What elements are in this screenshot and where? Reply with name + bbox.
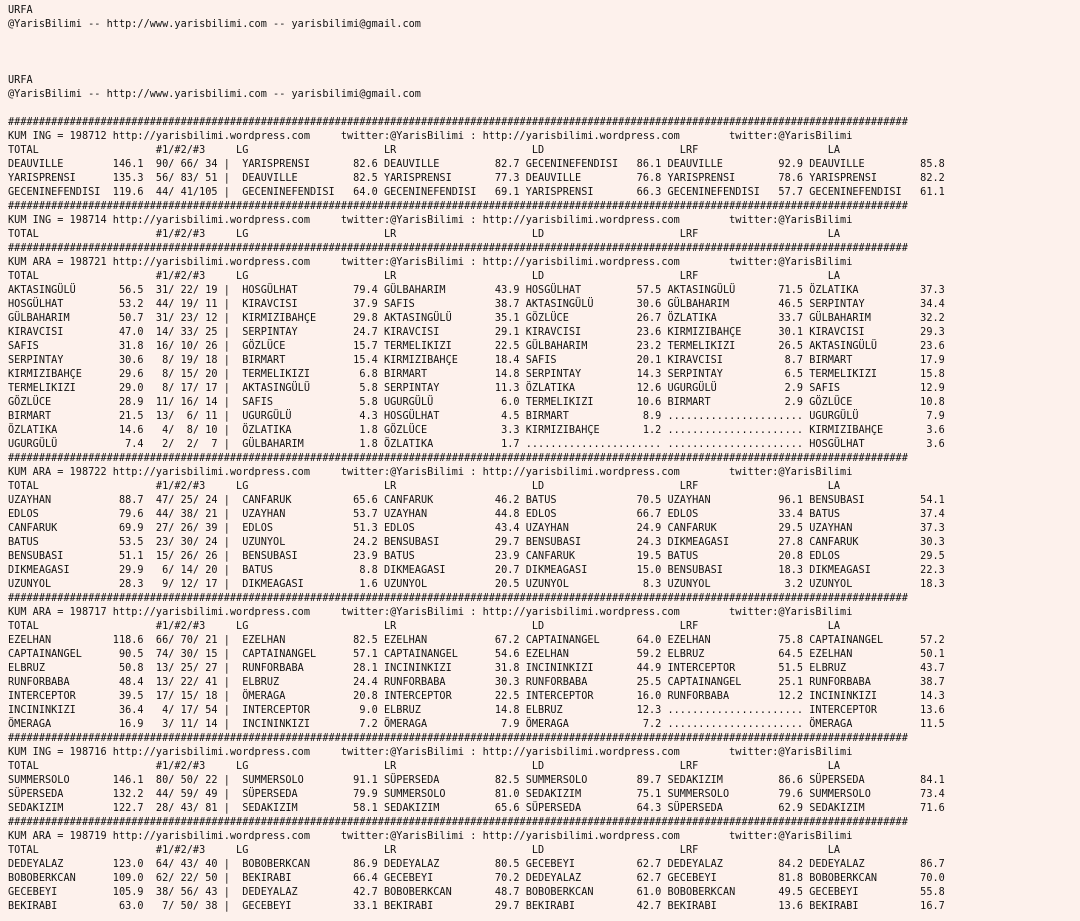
column-header-line: TOTAL #1/#2/#3 LG LR LD LRF LA (8, 229, 841, 240)
report-line: GECENINEFENDISI 119.6 44/ 41/105 | GECENINEFENDISI 64.0 GECENINEFENDISI 69.1 YARISPRENSI 66.3 GECENINEFENDISI 57.7 GECENINEFENDISI 61.1 (8, 187, 945, 198)
report-line: YARISPRENSI 135.3 56/ 83/ 51 | DEAUVILLE 82.5 YARISPRENSI 77.3 DEAUVILLE 76.8 YARISPRENSI 78.6 YARISPRENSI 82.2 (8, 173, 945, 184)
report-line: UZAYHAN 88.7 47/ 25/ 24 | CANFARUK 65.6 CANFARUK 46.2 BATUS 70.5 UZAYHAN 96.1 BENSUBASI 54.1 (8, 495, 945, 506)
separator-line: ################################################################################################################################################## (8, 243, 908, 254)
contact-line: @YarisBilimi -- http://www.yarisbilimi.com -- yarisbilimi@gmail.com (8, 19, 421, 30)
city-title: URFA (8, 5, 33, 16)
report-line: RUNFORBABA 48.4 13/ 22/ 41 | ELBRUZ 24.4 RUNFORBABA 30.3 RUNFORBABA 25.5 CAPTAINANGEL 25.1 RUNFORBABA 38.7 (8, 677, 945, 688)
separator-line: ################################################################################################################################################## (8, 733, 908, 744)
report-line: HOSGÜLHAT 53.2 44/ 19/ 11 | KIRAVCISI 37.9 SAFIS 38.7 AKTASINGÜLÜ 30.6 GÜLBAHARIM 46.5 SERPINTAY 34.4 (8, 299, 945, 310)
separator-line: ################################################################################################################################################## (8, 593, 908, 604)
race-header-line: KUM ING = 198716 http://yarisbilimi.wordpress.com twitter:@YarisBilimi : http://yarisbilimi.wordpress.com twitter:@YarisBilimi (8, 747, 853, 758)
separator-line: ################################################################################################################################################## (8, 201, 908, 212)
report-line: CAPTAINANGEL 90.5 74/ 30/ 15 | CAPTAINANGEL 57.1 CAPTAINANGEL 54.6 EZELHAN 59.2 ELBRUZ 64.5 EZELHAN 50.1 (8, 649, 945, 660)
report-line: UZUNYOL 28.3 9/ 12/ 17 | DIKMEAGASI 1.6 UZUNYOL 20.5 UZUNYOL 8.3 UZUNYOL 3.2 UZUNYOL 18.3 (8, 579, 945, 590)
race-header-line: KUM ING = 198714 http://yarisbilimi.wordpress.com twitter:@YarisBilimi : http://yarisbilimi.wordpress.com twitter:@YarisBilimi (8, 215, 853, 226)
column-header-line: TOTAL #1/#2/#3 LG LR LD LRF LA (8, 145, 841, 156)
report-line: CANFARUK 69.9 27/ 26/ 39 | EDLOS 51.3 EDLOS 43.4 UZAYHAN 24.9 CANFARUK 29.5 UZAYHAN 37.3 (8, 523, 945, 534)
report-line: BATUS 53.5 23/ 30/ 24 | UZUNYOL 24.2 BENSUBASI 29.7 BENSUBASI 24.3 DIKMEAGASI 27.8 CANFARUK 30.3 (8, 537, 945, 548)
report-line: DEDEYALAZ 123.0 64/ 43/ 40 | BOBOBERKCAN 86.9 DEDEYALAZ 80.5 GECEBEYI 62.7 DEDEYALAZ 84.2 DEDEYALAZ 86.7 (8, 859, 945, 870)
column-header-line: TOTAL #1/#2/#3 LG LR LD LRF LA (8, 845, 841, 856)
blank-line (8, 46, 1080, 60)
report-line: GÖZLÜCE 28.9 11/ 16/ 14 | SAFIS 5.8 UGURGÜLÜ 6.0 TERMELIKIZI 10.6 BIRMART 2.9 GÖZLÜCE 10.8 (8, 397, 945, 408)
column-header-line: TOTAL #1/#2/#3 LG LR LD LRF LA (8, 271, 841, 282)
report-line: SÜPERSEDA 132.2 44/ 59/ 49 | SÜPERSEDA 79.9 SUMMERSOLO 81.0 SEDAKIZIM 75.1 SUMMERSOLO 79.6 SUMMERSOLO 73.4 (8, 789, 945, 800)
report-line: BENSUBASI 51.1 15/ 26/ 26 | BENSUBASI 23.9 BATUS 23.9 CANFARUK 19.5 BATUS 20.8 EDLOS 29.5 (8, 551, 945, 562)
column-header-line: TOTAL #1/#2/#3 LG LR LD LRF LA (8, 481, 841, 492)
blank-line (8, 32, 1080, 46)
column-header-line: TOTAL #1/#2/#3 LG LR LD LRF LA (8, 761, 841, 772)
report-line: BEKIRABI 63.0 7/ 50/ 38 | GECEBEYI 33.1 BEKIRABI 29.7 BEKIRABI 42.7 BEKIRABI 13.6 BEKIRABI 16.7 (8, 901, 945, 912)
separator-line: ################################################################################################################################################## (8, 117, 908, 128)
report-line: DIKMEAGASI 29.9 6/ 14/ 20 | BATUS 8.8 DIKMEAGASI 20.7 DIKMEAGASI 15.0 BENSUBASI 18.3 DIKMEAGASI 22.3 (8, 565, 945, 576)
race-header-line: KUM ARA = 198722 http://yarisbilimi.wordpress.com twitter:@YarisBilimi : http://yarisbilimi.wordpress.com twitter:@YarisBilimi (8, 467, 853, 478)
report-line: UGURGÜLÜ 7.4 2/ 2/ 7 | GÜLBAHARIM 1.8 ÖZLATIKA 1.7 ...................... ...................... HOSGÜLHAT 3.6 (8, 439, 945, 450)
separator-line: ################################################################################################################################################## (8, 817, 908, 828)
report-line: INCININKIZI 36.4 4/ 17/ 54 | INTERCEPTOR 9.0 ELBRUZ 14.8 ELBRUZ 12.3 ...................... INTERCEPTOR 13.6 (8, 705, 945, 716)
report-line: BIRMART 21.5 13/ 6/ 11 | UGURGÜLÜ 4.3 HOSGÜLHAT 4.5 BIRMART 8.9 ...................... UGURGÜLÜ 7.9 (8, 411, 945, 422)
column-header-line: TOTAL #1/#2/#3 LG LR LD LRF LA (8, 621, 841, 632)
report-line: KIRAVCISI 47.0 14/ 33/ 25 | SERPINTAY 24.7 KIRAVCISI 29.1 KIRAVCISI 23.6 KIRMIZIBAHÇE 30.1 KIRAVCISI 29.3 (8, 327, 945, 338)
report-line: GECEBEYI 105.9 38/ 56/ 43 | DEDEYALAZ 42.7 BOBOBERKCAN 48.7 BOBOBERKCAN 61.0 BOBOBERKCAN 49.5 GECEBEYI 55.8 (8, 887, 945, 898)
report-line: SEDAKIZIM 122.7 28/ 43/ 81 | SEDAKIZIM 58.1 SEDAKIZIM 65.6 SÜPERSEDA 64.3 SÜPERSEDA 62.9 SEDAKIZIM 71.6 (8, 803, 945, 814)
report-line: EZELHAN 118.6 66/ 70/ 21 | EZELHAN 82.5 EZELHAN 67.2 CAPTAINANGEL 64.0 EZELHAN 75.8 CAPTAINANGEL 57.2 (8, 635, 945, 646)
report-line: TERMELIKIZI 29.0 8/ 17/ 17 | AKTASINGÜLÜ 5.8 SERPINTAY 11.3 ÖZLATIKA 12.6 UGURGÜLÜ 2.9 SAFIS 12.9 (8, 383, 945, 394)
separator-line: ################################################################################################################################################## (8, 453, 908, 464)
report-line: SAFIS 31.8 16/ 10/ 26 | GÖZLÜCE 15.7 TERMELIKIZI 22.5 GÜLBAHARIM 23.2 TERMELIKIZI 26.5 AKTASINGÜLÜ 23.6 (8, 341, 945, 352)
report-line: EDLOS 79.6 44/ 38/ 21 | UZAYHAN 53.7 UZAYHAN 44.8 EDLOS 66.7 EDLOS 33.4 BATUS 37.4 (8, 509, 945, 520)
report-line: INTERCEPTOR 39.5 17/ 15/ 18 | ÖMERAGA 20.8 INTERCEPTOR 22.5 INTERCEPTOR 16.0 RUNFORBABA 12.2 INCININKIZI 14.3 (8, 691, 945, 702)
race-header-line: KUM ARA = 198719 http://yarisbilimi.wordpress.com twitter:@YarisBilimi : http://yarisbilimi.wordpress.com twitter:@YarisBilimi (8, 831, 853, 842)
report-line: ÖMERAGA 16.9 3/ 11/ 14 | INCININKIZI 7.2 ÖMERAGA 7.9 ÖMERAGA 7.2 ...................... ÖMERAGA 11.5 (8, 719, 945, 730)
city-title: URFA (8, 75, 33, 86)
report-line: ELBRUZ 50.8 13/ 25/ 27 | RUNFORBABA 28.1 INCININKIZI 31.8 INCININKIZI 44.9 INTERCEPTOR 51.5 ELBRUZ 43.7 (8, 663, 945, 674)
report-line: SUMMERSOLO 146.1 80/ 50/ 22 | SUMMERSOLO 91.1 SÜPERSEDA 82.5 SUMMERSOLO 89.7 SEDAKIZIM 86.6 SÜPERSEDA 84.1 (8, 775, 945, 786)
race-header-line: KUM ARA = 198717 http://yarisbilimi.wordpress.com twitter:@YarisBilimi : http://yarisbilimi.wordpress.com twitter:@YarisBilimi (8, 607, 853, 618)
report-line: GÜLBAHARIM 50.7 31/ 23/ 12 | KIRMIZIBAHÇE 29.8 AKTASINGÜLÜ 35.1 GÖZLÜCE 26.7 ÖZLATIKA 33.7 GÜLBAHARIM 32.2 (8, 313, 945, 324)
contact-line: @YarisBilimi -- http://www.yarisbilimi.com -- yarisbilimi@gmail.com (8, 89, 421, 100)
report-line: KIRMIZIBAHÇE 29.6 8/ 15/ 20 | TERMELIKIZI 6.8 BIRMART 14.8 SERPINTAY 14.3 SERPINTAY 6.5 TERMELIKIZI 15.8 (8, 369, 945, 380)
race-header-line: KUM ARA = 198721 http://yarisbilimi.wordpress.com twitter:@YarisBilimi : http://yarisbilimi.wordpress.com twitter:@YarisBilimi (8, 257, 853, 268)
report-line: DEAUVILLE 146.1 90/ 66/ 34 | YARISPRENSI 82.6 DEAUVILLE 82.7 GECENINEFENDISI 86.1 DEAUVILLE 92.9 DEAUVILLE 85.8 (8, 159, 945, 170)
report-line: SERPINTAY 30.6 8/ 19/ 18 | BIRMART 15.4 KIRMIZIBAHÇE 18.4 SAFIS 20.1 KIRAVCISI 8.7 BIRMART 17.9 (8, 355, 945, 366)
report-line: ÖZLATIKA 14.6 4/ 8/ 10 | ÖZLATIKA 1.8 GÖZLÜCE 3.3 KIRMIZIBAHÇE 1.2 ...................... KIRMIZIBAHÇE 3.6 (8, 425, 945, 436)
race-header-line: KUM ING = 198712 http://yarisbilimi.wordpress.com twitter:@YarisBilimi : http://yarisbilimi.wordpress.com twitter:@YarisBilimi (8, 131, 853, 142)
blank-line (8, 102, 1080, 116)
blank-line (8, 60, 1080, 74)
report-line: BOBOBERKCAN 109.0 62/ 22/ 50 | BEKIRABI 66.4 GECEBEYI 70.2 DEDEYALAZ 62.7 GECEBEYI 81.8 BOBOBERKCAN 70.0 (8, 873, 945, 884)
report-line: AKTASINGÜLÜ 56.5 31/ 22/ 19 | HOSGÜLHAT 79.4 GÜLBAHARIM 43.9 HOSGÜLHAT 57.5 AKTASINGÜLÜ 71.5 ÖZLATIKA 37.3 (8, 285, 945, 296)
